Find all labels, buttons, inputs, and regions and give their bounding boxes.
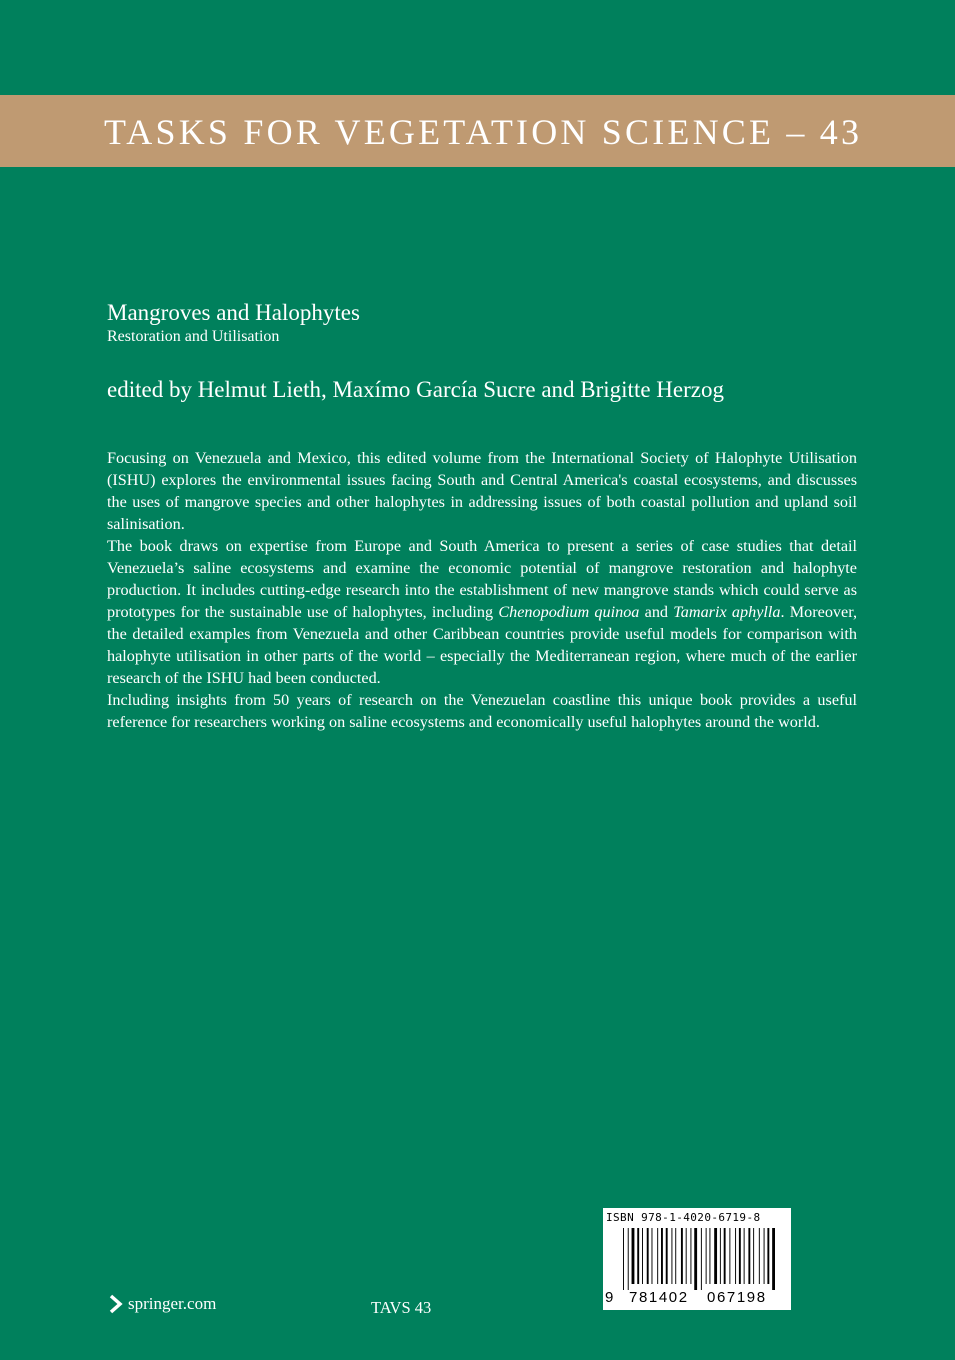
barcode-bar: [701, 1228, 702, 1290]
barcode-digits-left: 781402: [629, 1289, 689, 1306]
barcode-bar: [764, 1228, 765, 1284]
barcode-bar: [739, 1228, 741, 1284]
barcode-bar: [657, 1228, 658, 1284]
barcode-digit-lead: 9: [605, 1289, 614, 1306]
springer-link[interactable]: [108, 1293, 216, 1315]
barcode-bar: [632, 1228, 635, 1284]
barcode-bar: [647, 1228, 649, 1284]
description-paragraph-3: Including insights from 50 years of research on the Venezuelan coastline this unique book provides a useful reference for researchers working on saline ecosystems and economically useful halophytes around the world.: [107, 691, 857, 731]
barcode-bar: [714, 1228, 717, 1284]
book-subtitle: Restoration and Utilisation: [107, 328, 280, 345]
series-title: TASKS FOR VEGETATION SCIENCE – 43: [104, 112, 863, 152]
species-name: Tamarix aphylla: [673, 603, 781, 621]
barcode-bar: [690, 1228, 691, 1284]
barcode-bar: [748, 1228, 750, 1284]
isbn-label: ISBN 978-1-4020-6719-8: [606, 1211, 761, 1224]
barcode-bars: [603, 1228, 791, 1290]
barcode-digits-right: 067198: [707, 1289, 767, 1306]
barcode-bar: [729, 1228, 730, 1284]
barcode-digits: [603, 1288, 791, 1310]
isbn-barcode: [603, 1208, 791, 1310]
description-paragraph-1: Focusing on Venezuela and Mexico, this edited volume from the International Society of Halophyte Utilisation (ISHU) explores the environmental issues facing South and Central America's coastal ecosystems, and discusses the uses of mangrove species and other halophytes in addressing issues of both coastal pollution and upland soil salinisation.: [107, 449, 857, 533]
barcode-bar: [744, 1228, 745, 1284]
editors-line: edited by Helmut Lieth, Maxímo García Sucre and Brigitte Herzog: [107, 377, 724, 402]
barcode-bar: [694, 1228, 697, 1290]
barcode-bar: [753, 1228, 754, 1284]
barcode-bar: [623, 1228, 624, 1290]
barcode-bar: [706, 1228, 707, 1284]
description-paragraph-2: [107, 535, 857, 689]
springer-link-text: springer.com: [128, 1294, 217, 1313]
barcode-bar: [666, 1228, 668, 1284]
barcode-bar: [652, 1228, 653, 1284]
barcode-bar: [671, 1228, 672, 1284]
series-code: TAVS 43: [371, 1298, 432, 1317]
species-name: Chenopodium quinoa: [498, 603, 640, 621]
barcode-bar: [637, 1228, 639, 1284]
description-text: . Moreover, the detailed examples from Venezuela and other Caribbean countries provide useful models for comparison with halophyte utilisation in other parts of the world – especially the Mediterranean region, where much of the earlier research of the ISHU had been conducted.: [107, 603, 857, 687]
barcode-bar: [675, 1228, 676, 1284]
barcode-bar: [759, 1228, 760, 1284]
book-description: [107, 447, 857, 733]
barcode-bar: [724, 1228, 726, 1284]
barcode-bar: [709, 1228, 710, 1284]
barcode-bar: [642, 1228, 643, 1284]
description-text: The book draws on expertise from Europe and South America to present a series of case studies that detail Venezuela’s saline ecosystems and examine the economic potential of mangrove restoration and halophyte production. It includes cutting-edge research into the establishment of new mangrove stands which could serve as prototypes for the sustainable use of halophytes, including: [107, 537, 857, 621]
barcode-bar: [681, 1228, 683, 1284]
barcode-bar: [661, 1228, 663, 1284]
book-title: Mangroves and Halophytes: [107, 300, 360, 325]
barcode-bar: [767, 1228, 769, 1284]
chevron-right-icon: [108, 1293, 124, 1315]
barcode-bar: [735, 1228, 736, 1284]
barcode-bar: [686, 1228, 687, 1284]
description-text: and: [639, 603, 674, 621]
barcode-bar: [772, 1228, 775, 1290]
barcode-bar: [628, 1228, 629, 1290]
barcode-bar: [720, 1228, 721, 1284]
